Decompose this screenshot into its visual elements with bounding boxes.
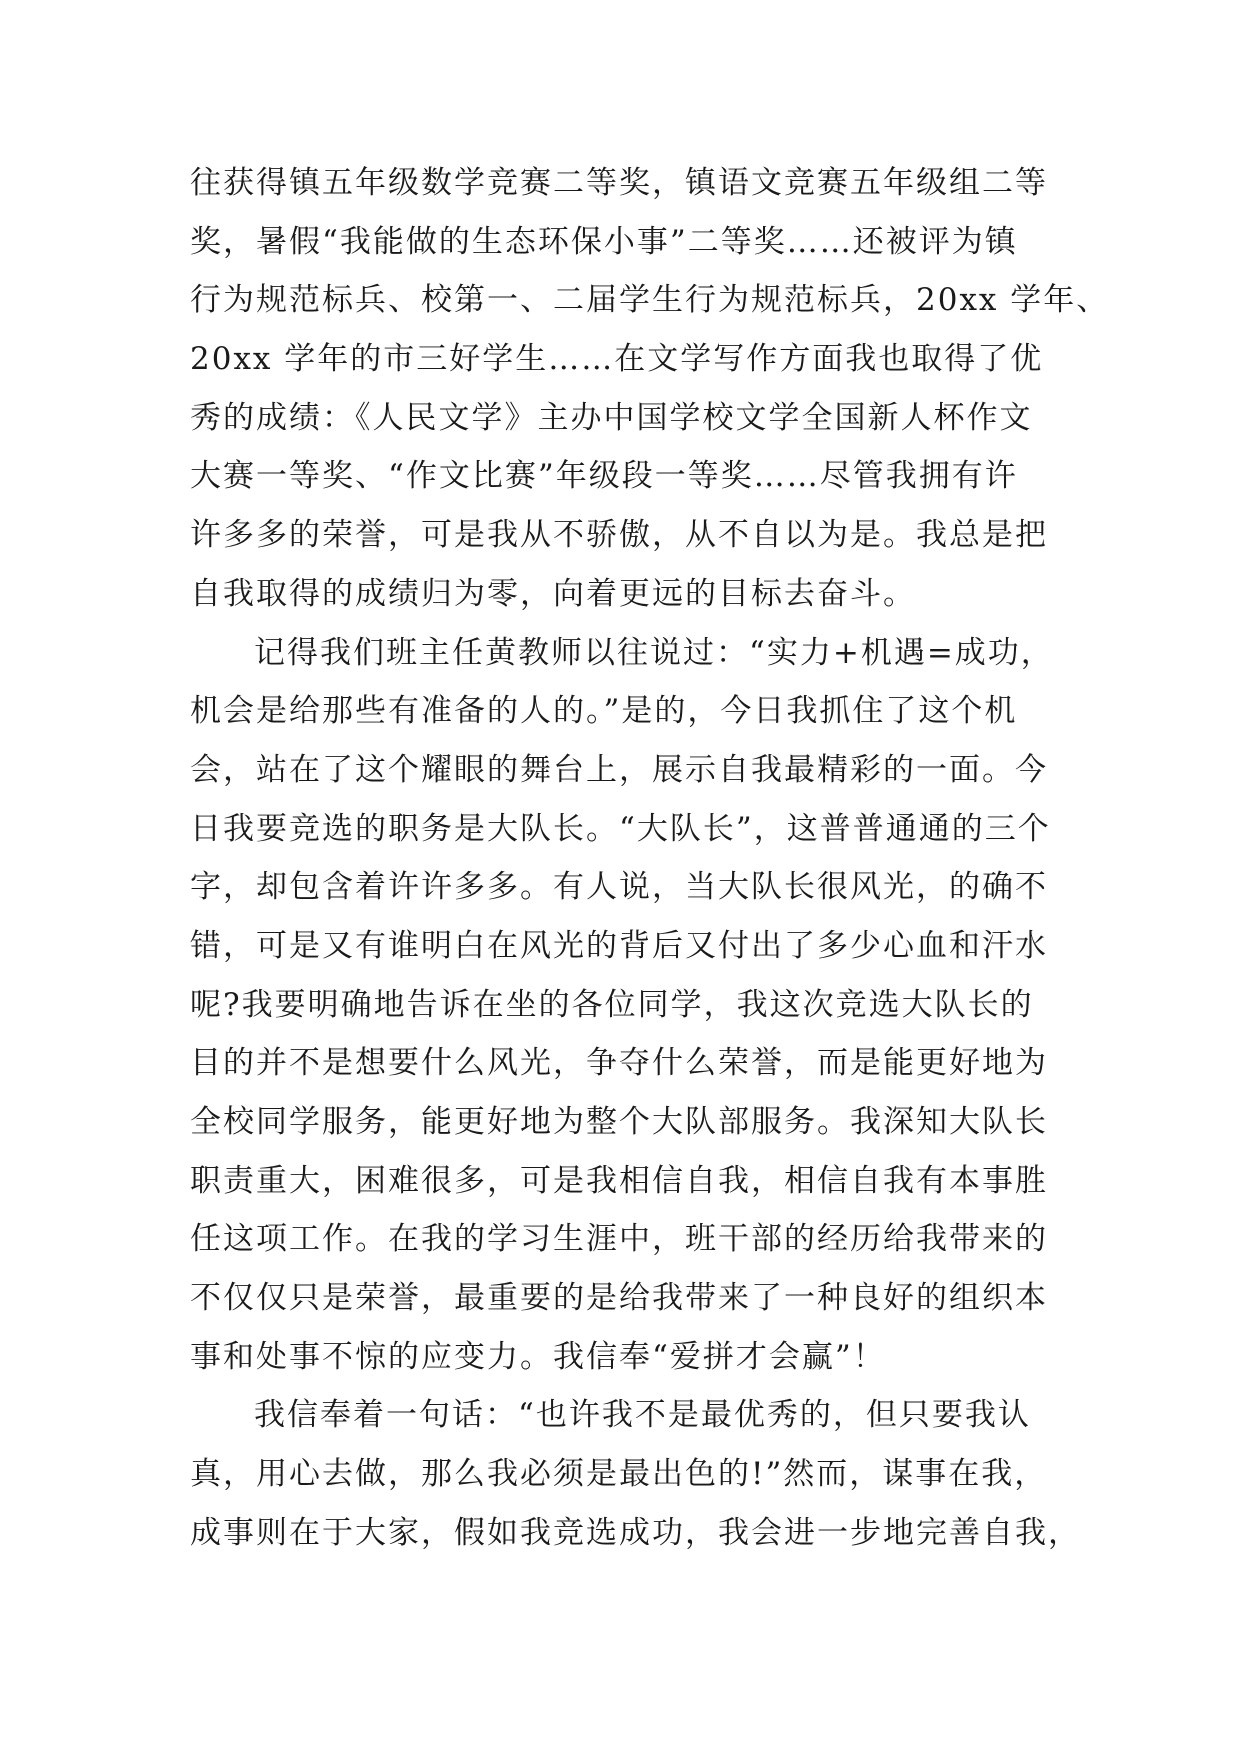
paragraph-start-line: 记得我们班主任黄教师以往说过：“实力+机遇=成功， <box>254 634 1054 671</box>
text-line-8: 自我取得的成绩归为零，向着更远的目标去奋斗。 <box>190 575 916 612</box>
text-line-17: 全校同学服务，能更好地为整个大队部服务。我深知大队长 <box>190 1104 1048 1140</box>
text-line-1: 往获得镇五年级数学竞赛二等奖，镇语文竞赛五年级组二等 <box>190 165 1048 201</box>
text-line-5: 秀的成绩：《人民文学》主办中国学校文学全国新人杯作文 <box>190 399 1033 436</box>
text-line-14: 错，可是又有谁明白在风光的背后又付出了多少心血和汗水 <box>190 927 1048 964</box>
text-line-13: 字，却包含着许许多多。有人说，当大队长很风光，的确不 <box>190 869 1048 906</box>
text-line-19: 任这项工作。在我的学习生涯中，班干部的经历给我带来的 <box>190 1221 1048 1258</box>
text-line-7: 许多多的荣誉，可是我从不骄傲，从不自以为是。我总是把 <box>190 517 1048 554</box>
text-line-23: 真，用心去做，那么我必须是最出色的!”然而，谋事在我， <box>190 1456 1048 1493</box>
text-line-11: 会，站在了这个耀眼的舞台上，展示自我最精彩的一面。今 <box>190 751 1048 788</box>
body-text <box>190 154 1110 1563</box>
text-line-16: 目的并不是想要什么风光，争夺什么荣誉，而是能更好地为 <box>190 1045 1048 1082</box>
text-line-12: 日我要竞选的职务是大队长。“大队长”，这普普通通的三个 <box>190 810 1051 847</box>
text-line-4: 20xx 学年的市三好学生……在文学写作方面我也取得了优 <box>190 341 1044 378</box>
text-line-10: 机会是给那些有准备的人的。”是的，今日我抓住了这个机 <box>190 693 1018 730</box>
text-line-18: 职责重大，困难很多，可是我相信自我，相信自我有本事胜 <box>190 1162 1048 1199</box>
text-line-6: 大赛一等奖、“作文比赛”年级段一等奖……尽管我拥有许 <box>190 458 1018 495</box>
text-line-2: 奖，暑假“我能做的生态环保小事”二等奖……还被评为镇 <box>190 223 1018 260</box>
text-line-20: 不仅仅只是荣誉，最重要的是给我带来了一种良好的组织本 <box>190 1280 1048 1317</box>
paragraph-start-line: 我信奉着一句话：“也许我不是最优秀的，但只要我认 <box>254 1397 1031 1434</box>
text-line-15: 呢?我要明确地告诉在坐的各位同学，我这次竞选大队长的 <box>190 986 1034 1023</box>
text-line-24: 成事则在于大家，假如我竞选成功，我会进一步地完善自我， <box>190 1514 1081 1551</box>
text-line-3: 行为规范标兵、校第一、二届学生行为规范标兵，20xx 学年、 <box>190 282 1110 319</box>
text-line-21: 事和处事不惊的应变力。我信奉“爱拼才会赢”！ <box>190 1338 886 1375</box>
